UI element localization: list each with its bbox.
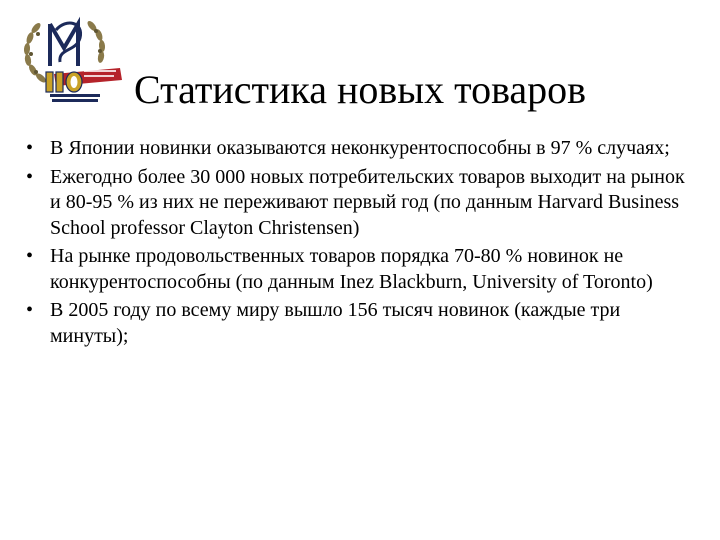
bullet-item-japan [26, 136, 696, 162]
bullet-item-2005 [26, 298, 696, 349]
bullet-marker: • [26, 299, 34, 321]
university-logo [14, 8, 126, 108]
bullet-marker: • [26, 245, 34, 267]
bullet-text: На рынке продовольственных товаров порядка 70-80 % новинок не конкурентоспособны (по данным Inez Blackburn, University of Toronto) [50, 245, 653, 293]
bullet-text: В Японии новинки оказываются неконкурентоспособны в 97 % случаях; [50, 137, 670, 159]
bullet-text: В 2005 году по всему миру вышло 156 тысяч новинок (каждые три минуты); [50, 299, 621, 347]
bullet-item-consumer-goods [26, 165, 696, 242]
bullet-item-food-market [26, 244, 696, 295]
bullet-marker: • [26, 137, 34, 159]
bullet-marker: • [26, 165, 34, 188]
bullet-text: Ежегодно более 30 000 новых потребительских товаров выходит на рынок и 80-95 % из них не переживают первый год (по данным Harvard Business School professor Clayton Christensen) [50, 165, 685, 239]
bullet-list [26, 136, 696, 352]
university-crest-icon [14, 8, 126, 108]
slide-title: Статистика новых товаров [134, 67, 587, 112]
